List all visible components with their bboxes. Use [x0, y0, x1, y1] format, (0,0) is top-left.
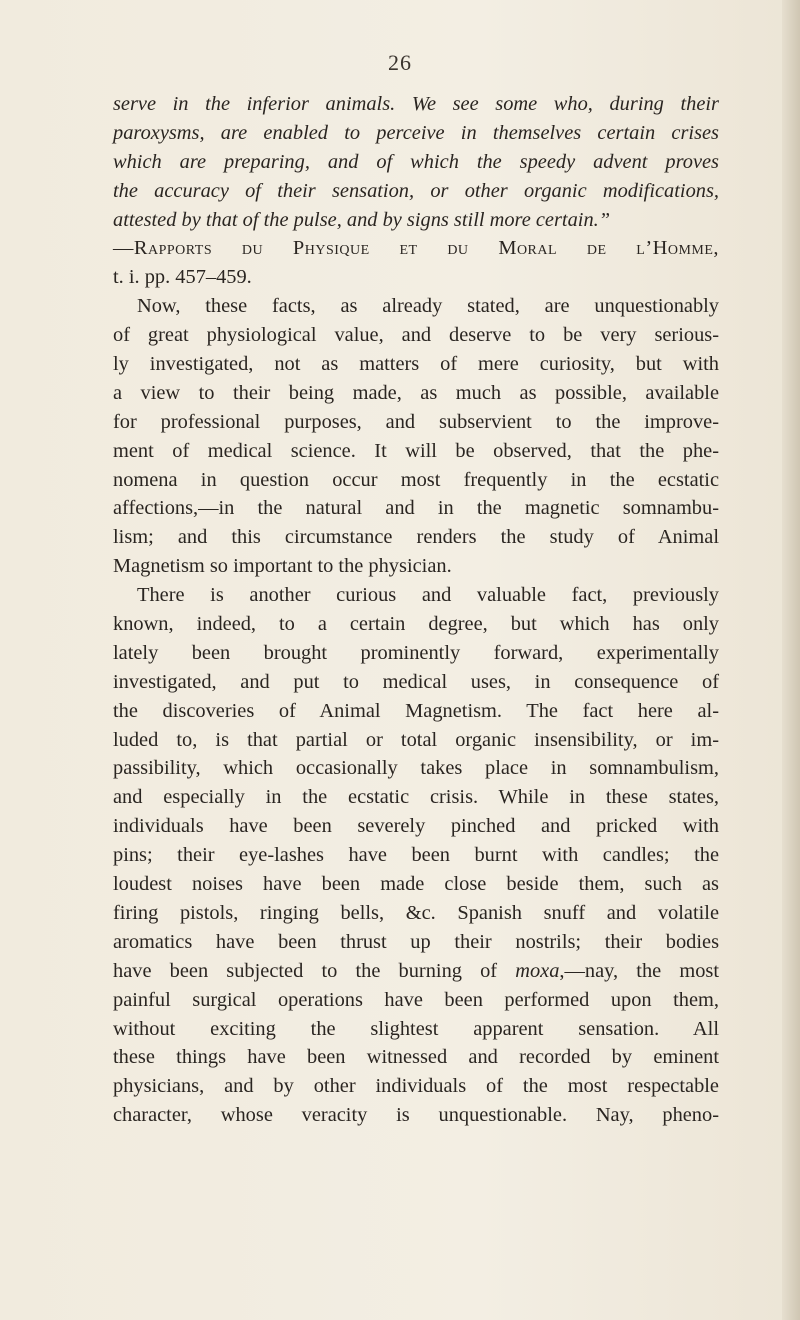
page-edge [782, 0, 800, 1320]
text-run: for professional purposes, and subservient to the improve- [113, 410, 719, 433]
text-line [113, 234, 719, 263]
text-run: investigated, and put to medical uses, in consequence of [113, 670, 719, 693]
text-run: aromatics have been thrust up their nostrils; their bodies [113, 930, 719, 953]
text-run: firing pistols, ringing bells, &c. Spanish snuff and volatile [113, 901, 719, 924]
text-run: nomena in question occur most frequently in the ecstatic [113, 468, 719, 491]
text-line [113, 639, 719, 668]
text-line [113, 206, 719, 235]
text-line [113, 292, 719, 321]
text-line [113, 552, 719, 581]
text-run: these things have been witnessed and recorded by eminent [113, 1046, 719, 1069]
text-run: a view to their being made, as much as possible, available [113, 381, 719, 404]
text-line [113, 783, 719, 812]
text-run: paroxysms, are enabled to perceive in themselves certain crises [113, 121, 719, 144]
text-line [113, 899, 719, 928]
text-line [113, 523, 719, 552]
text-run: and especially in the ecstatic crisis. While in these states, [113, 786, 719, 809]
text-line [113, 1072, 719, 1101]
text-run: moxa [515, 959, 560, 982]
text-line [113, 1043, 719, 1072]
text-line [113, 350, 719, 379]
text-line [113, 494, 719, 523]
text-line [113, 408, 719, 437]
text-run: attested by that of the pulse, and by signs still more certain.” [113, 208, 611, 231]
text-line [113, 754, 719, 783]
text-line [113, 928, 719, 957]
text-run: ment of medical science. It will be observed, that the phe- [113, 439, 719, 462]
text-line [113, 726, 719, 755]
text-run: physicians, and by other individuals of the most respectable [113, 1075, 719, 1098]
text-line [113, 986, 719, 1015]
text-run: passibility, which occasionally takes place in somnambulism, [113, 757, 719, 780]
text-line [113, 379, 719, 408]
text-run: have been subjected to the burning of [113, 959, 516, 982]
text-run: of great physiological value, and deserve to be very serious- [113, 324, 719, 347]
text-run: luded to, is that partial or total organic insensibility, or im- [113, 728, 719, 751]
page-number: 26 [388, 50, 412, 75]
text-run: painful surgical operations have been performed upon them, [113, 988, 719, 1011]
text-run: lately been brought prominently forward, experimentally [113, 641, 719, 664]
text-run: There is another curious and valuable fact, previously [137, 584, 719, 607]
text-run: without exciting the slightest apparent sensation. All [113, 1017, 719, 1040]
body-text [113, 90, 719, 1130]
text-line [113, 1015, 719, 1044]
text-run: character, whose veracity is unquestionable. Nay, pheno- [113, 1104, 719, 1127]
text-run: pins; their eye-lashes have been burnt with candles; the [113, 844, 719, 867]
text-run: which are preparing, and of which the speedy advent proves [113, 150, 719, 173]
text-line [113, 321, 719, 350]
text-line [113, 841, 719, 870]
text-run: loudest noises have been made close beside them, such as [113, 873, 719, 896]
text-run: Magnetism so important to the physician. [113, 555, 452, 578]
text-line [113, 957, 719, 986]
text-run: lism; and this circumstance renders the study of Animal [113, 526, 719, 549]
text-run: serve in the inferior animals. We see some who, during their [113, 93, 719, 115]
text-line [113, 177, 719, 206]
text-line [113, 697, 719, 726]
text-line [113, 119, 719, 148]
text-run: the accuracy of their sensation, or other organic modifications, [113, 179, 719, 202]
text-line [113, 437, 719, 466]
text-line [113, 90, 719, 119]
text-run: the discoveries of Animal Magnetism. The fact here al- [113, 699, 719, 722]
text-run: ,—nay, the most [559, 959, 719, 982]
text-run: known, indeed, to a certain degree, but which has only [113, 613, 719, 636]
text-line [113, 812, 719, 841]
text-line [113, 263, 719, 292]
text-line [113, 581, 719, 610]
text-line [113, 466, 719, 495]
text-run: individuals have been severely pinched and pricked with [113, 815, 719, 838]
text-run: Now, these facts, as already stated, are unquestionably [137, 295, 719, 318]
text-line [113, 870, 719, 899]
text-line [113, 1101, 719, 1130]
text-run: t. i. pp. 457–459. [113, 266, 252, 289]
text-run: —Rapports du Physique et du Moral de l’Homme, [113, 237, 719, 260]
text-run: affections,—in the natural and in the magnetic somnambu- [113, 497, 719, 520]
text-line [113, 668, 719, 697]
text-line [113, 148, 719, 177]
text-run: ly investigated, not as matters of mere curiosity, but with [113, 353, 719, 376]
text-line [113, 610, 719, 639]
